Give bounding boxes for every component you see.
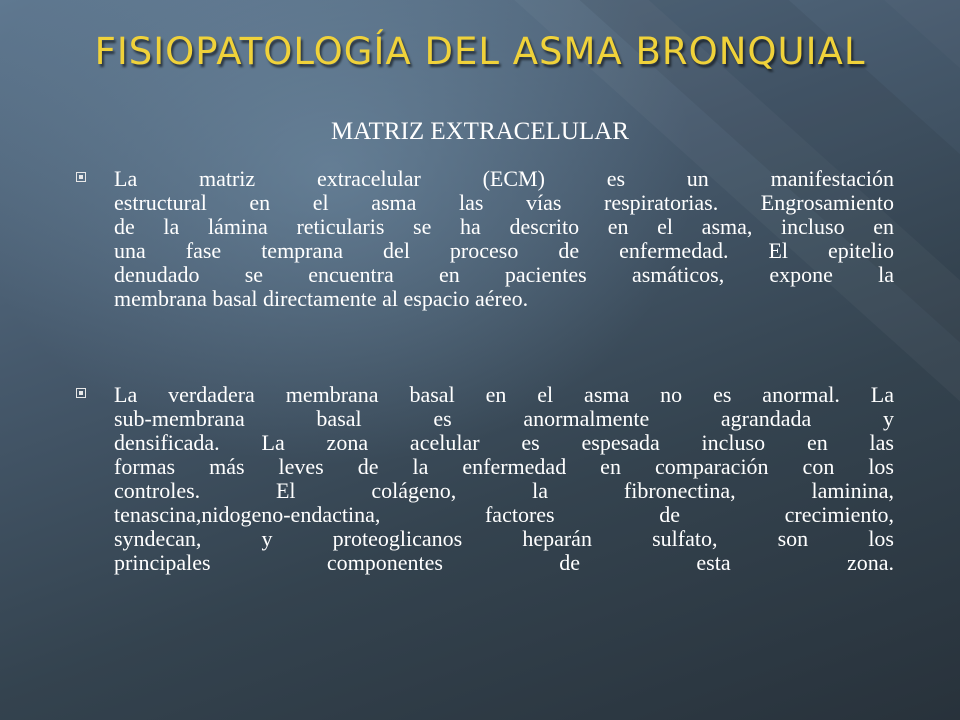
text-line: syndecan, y proteoglicanos heparán sulfato, son los xyxy=(114,526,894,551)
text-line: membrana basal directamente al espacio aéreo. xyxy=(114,286,529,311)
text-line: de la lámina reticularis se ha descrito en el asma, incluso en xyxy=(114,214,894,239)
bullet-text-2 xyxy=(114,383,894,575)
text-line: una fase temprana del proceso de enfermedad. El epitelio xyxy=(114,238,894,263)
square-bullet-icon xyxy=(76,172,86,182)
slide-title: FISIOPATOLOGÍA DEL ASMA BRONQUIAL xyxy=(94,30,866,73)
text-line: sub-membrana basal es anormalmente agrandada y xyxy=(114,406,894,431)
slide-subtitle: MATRIZ EXTRACELULAR xyxy=(331,118,629,145)
bullet-text-1 xyxy=(114,167,894,311)
text-line: controles. El colágeno, la fibronectina, laminina, xyxy=(114,478,894,503)
text-line: formas más leves de la enfermedad en comparación con los xyxy=(114,454,894,479)
text-line: principales componentes de esta zona. xyxy=(114,550,894,575)
square-bullet-icon xyxy=(76,388,86,398)
text-line: densificada. La zona acelular es espesada incluso en las xyxy=(114,430,894,455)
text-line: denudado se encuentra en pacientes asmáticos, expone la xyxy=(114,262,894,287)
text-line: La verdadera membrana basal en el asma no es anormal. La xyxy=(114,382,894,407)
text-line: tenascina,nidogeno-endactina, factores de crecimiento, xyxy=(114,502,894,527)
text-line: La matriz extracelular (ECM) es un manifestación xyxy=(114,166,894,191)
text-line: estructural en el asma las vías respiratorias. Engrosamiento xyxy=(114,190,894,215)
